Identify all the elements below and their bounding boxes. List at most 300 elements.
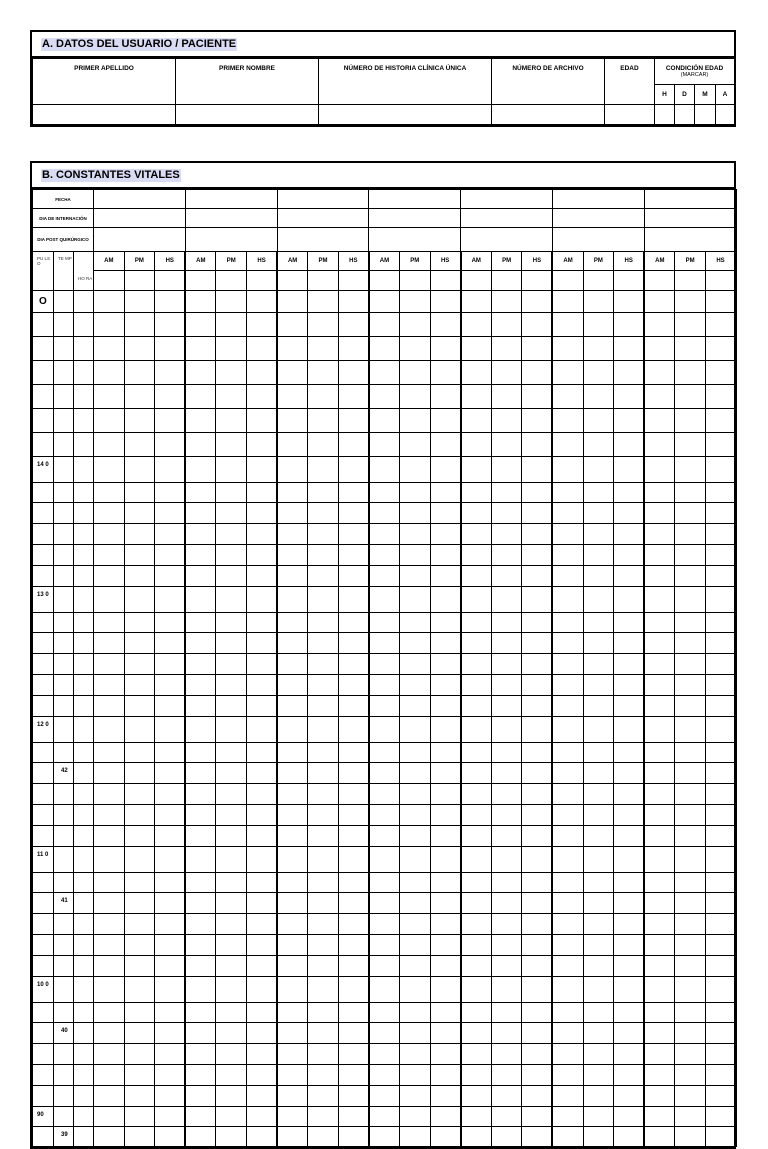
vital-sign-grid-cell[interactable]	[369, 763, 400, 784]
vital-sign-grid-cell[interactable]	[430, 935, 461, 956]
vital-sign-grid-cell[interactable]	[430, 805, 461, 826]
vital-sign-grid-cell[interactable]	[675, 337, 706, 361]
vital-sign-grid-cell[interactable]	[155, 1086, 186, 1107]
dia-internacion-day-5-field[interactable]	[461, 209, 553, 228]
vital-sign-grid-cell[interactable]	[675, 291, 706, 313]
vital-sign-grid-cell[interactable]	[246, 1044, 277, 1065]
vital-sign-grid-cell[interactable]	[491, 503, 522, 524]
vital-sign-grid-cell[interactable]	[124, 587, 155, 613]
vital-sign-grid-cell[interactable]	[430, 1065, 461, 1086]
vital-sign-grid-cell[interactable]	[675, 935, 706, 956]
vital-sign-grid-cell[interactable]	[369, 654, 400, 675]
vital-sign-grid-cell[interactable]	[277, 291, 308, 313]
vital-sign-grid-cell[interactable]	[246, 291, 277, 313]
vital-sign-grid-cell[interactable]	[399, 1065, 430, 1086]
vital-sign-grid-cell[interactable]	[583, 784, 614, 805]
vital-sign-grid-cell[interactable]	[491, 1086, 522, 1107]
vital-sign-grid-cell[interactable]	[185, 1065, 216, 1086]
vital-sign-grid-cell[interactable]	[277, 457, 308, 483]
vital-sign-grid-cell[interactable]	[644, 271, 675, 291]
vital-sign-grid-cell[interactable]	[308, 935, 339, 956]
vital-sign-grid-cell[interactable]	[522, 914, 553, 935]
vital-sign-grid-cell[interactable]	[216, 696, 247, 717]
vital-sign-grid-cell[interactable]	[308, 956, 339, 977]
vital-sign-grid-cell[interactable]	[369, 1003, 400, 1023]
vital-sign-grid-cell[interactable]	[155, 743, 186, 763]
vital-sign-grid-cell[interactable]	[644, 956, 675, 977]
vital-sign-grid-cell[interactable]	[430, 654, 461, 675]
vital-sign-grid-cell[interactable]	[461, 805, 492, 826]
vital-sign-grid-cell[interactable]	[430, 1086, 461, 1107]
vital-sign-grid-cell[interactable]	[705, 337, 736, 361]
vital-sign-grid-cell[interactable]	[705, 271, 736, 291]
vital-sign-grid-cell[interactable]	[94, 784, 125, 805]
vital-sign-grid-cell[interactable]	[94, 545, 125, 566]
vital-sign-grid-cell[interactable]	[522, 675, 553, 696]
fecha-day-6-field[interactable]	[552, 190, 644, 209]
vital-sign-grid-cell[interactable]	[246, 784, 277, 805]
dia-internacion-day-7-field[interactable]	[644, 209, 736, 228]
vital-sign-grid-cell[interactable]	[644, 457, 675, 483]
vital-sign-grid-cell[interactable]	[308, 1003, 339, 1023]
vital-sign-grid-cell[interactable]	[583, 633, 614, 654]
vital-sign-grid-cell[interactable]	[338, 633, 369, 654]
vital-sign-grid-cell[interactable]	[155, 1107, 186, 1127]
vital-sign-grid-cell[interactable]	[246, 1107, 277, 1127]
vital-sign-grid-cell[interactable]	[614, 1003, 645, 1023]
vital-sign-grid-cell[interactable]	[277, 483, 308, 503]
vital-sign-grid-cell[interactable]	[216, 633, 247, 654]
vital-sign-grid-cell[interactable]	[552, 633, 583, 654]
vital-sign-grid-cell[interactable]	[277, 784, 308, 805]
vital-sign-grid-cell[interactable]	[552, 524, 583, 545]
vital-sign-grid-cell[interactable]	[185, 784, 216, 805]
vital-sign-grid-cell[interactable]	[522, 935, 553, 956]
vital-sign-grid-cell[interactable]	[338, 1065, 369, 1086]
vital-sign-grid-cell[interactable]	[583, 1003, 614, 1023]
vital-sign-grid-cell[interactable]	[246, 361, 277, 385]
vital-sign-grid-cell[interactable]	[552, 1003, 583, 1023]
vital-sign-grid-cell[interactable]	[185, 457, 216, 483]
vital-sign-grid-cell[interactable]	[644, 826, 675, 847]
vital-sign-grid-cell[interactable]	[430, 717, 461, 743]
vital-sign-grid-cell[interactable]	[155, 935, 186, 956]
vital-sign-grid-cell[interactable]	[399, 717, 430, 743]
vital-sign-grid-cell[interactable]	[430, 313, 461, 337]
vital-sign-grid-cell[interactable]	[552, 1086, 583, 1107]
vital-sign-grid-cell[interactable]	[216, 1044, 247, 1065]
vital-sign-grid-cell[interactable]	[94, 633, 125, 654]
vital-sign-grid-cell[interactable]	[430, 826, 461, 847]
vital-sign-grid-cell[interactable]	[277, 935, 308, 956]
vital-sign-grid-cell[interactable]	[705, 409, 736, 433]
vital-sign-grid-cell[interactable]	[430, 433, 461, 457]
vital-sign-grid-cell[interactable]	[705, 893, 736, 914]
vital-sign-grid-cell[interactable]	[461, 1086, 492, 1107]
vital-sign-grid-cell[interactable]	[522, 763, 553, 784]
vital-sign-grid-cell[interactable]	[675, 361, 706, 385]
vital-sign-grid-cell[interactable]	[369, 409, 400, 433]
vital-sign-grid-cell[interactable]	[705, 633, 736, 654]
vital-sign-grid-cell[interactable]	[338, 433, 369, 457]
vital-sign-grid-cell[interactable]	[185, 271, 216, 291]
vital-sign-grid-cell[interactable]	[583, 271, 614, 291]
vital-sign-grid-cell[interactable]	[491, 914, 522, 935]
vital-sign-grid-cell[interactable]	[185, 696, 216, 717]
vital-sign-grid-cell[interactable]	[369, 743, 400, 763]
vital-sign-grid-cell[interactable]	[705, 763, 736, 784]
vital-sign-grid-cell[interactable]	[308, 361, 339, 385]
vital-sign-grid-cell[interactable]	[461, 483, 492, 503]
vital-sign-grid-cell[interactable]	[277, 696, 308, 717]
vital-sign-grid-cell[interactable]	[705, 433, 736, 457]
vital-sign-grid-cell[interactable]	[399, 545, 430, 566]
vital-sign-grid-cell[interactable]	[338, 524, 369, 545]
dia-internacion-day-2-field[interactable]	[185, 209, 277, 228]
vital-sign-grid-cell[interactable]	[522, 873, 553, 893]
vital-sign-grid-cell[interactable]	[308, 805, 339, 826]
vital-sign-grid-cell[interactable]	[522, 1127, 553, 1147]
vital-sign-grid-cell[interactable]	[124, 977, 155, 1003]
vital-sign-grid-cell[interactable]	[94, 337, 125, 361]
vital-sign-grid-cell[interactable]	[552, 1065, 583, 1086]
vital-sign-grid-cell[interactable]	[369, 805, 400, 826]
vital-sign-grid-cell[interactable]	[583, 717, 614, 743]
vital-sign-grid-cell[interactable]	[246, 385, 277, 409]
vital-sign-grid-cell[interactable]	[430, 385, 461, 409]
vital-sign-grid-cell[interactable]	[583, 524, 614, 545]
vital-sign-grid-cell[interactable]	[216, 1086, 247, 1107]
vital-sign-grid-cell[interactable]	[522, 893, 553, 914]
vital-sign-grid-cell[interactable]	[552, 717, 583, 743]
vital-sign-grid-cell[interactable]	[461, 291, 492, 313]
vital-sign-grid-cell[interactable]	[522, 847, 553, 873]
vital-sign-grid-cell[interactable]	[644, 313, 675, 337]
fecha-day-7-field[interactable]	[644, 190, 736, 209]
vital-sign-grid-cell[interactable]	[185, 385, 216, 409]
vital-sign-grid-cell[interactable]	[94, 385, 125, 409]
vital-sign-grid-cell[interactable]	[399, 696, 430, 717]
vital-sign-grid-cell[interactable]	[399, 873, 430, 893]
vital-sign-grid-cell[interactable]	[461, 337, 492, 361]
vital-sign-grid-cell[interactable]	[338, 1107, 369, 1127]
vital-sign-grid-cell[interactable]	[338, 503, 369, 524]
vital-sign-grid-cell[interactable]	[430, 483, 461, 503]
vital-sign-grid-cell[interactable]	[644, 805, 675, 826]
vital-sign-grid-cell[interactable]	[124, 613, 155, 633]
vital-sign-grid-cell[interactable]	[185, 409, 216, 433]
vital-sign-grid-cell[interactable]	[338, 385, 369, 409]
vital-sign-grid-cell[interactable]	[583, 956, 614, 977]
vital-sign-grid-cell[interactable]	[522, 1023, 553, 1044]
vital-sign-grid-cell[interactable]	[155, 291, 186, 313]
vital-sign-grid-cell[interactable]	[675, 1107, 706, 1127]
vital-sign-grid-cell[interactable]	[614, 613, 645, 633]
vital-sign-grid-cell[interactable]	[491, 675, 522, 696]
vital-sign-grid-cell[interactable]	[369, 433, 400, 457]
vital-sign-grid-cell[interactable]	[216, 717, 247, 743]
vital-sign-grid-cell[interactable]	[308, 1044, 339, 1065]
vital-sign-grid-cell[interactable]	[246, 1023, 277, 1044]
vital-sign-grid-cell[interactable]	[430, 409, 461, 433]
vital-sign-grid-cell[interactable]	[461, 1107, 492, 1127]
vital-sign-grid-cell[interactable]	[369, 1086, 400, 1107]
vital-sign-grid-cell[interactable]	[491, 763, 522, 784]
vital-sign-grid-cell[interactable]	[246, 956, 277, 977]
vital-sign-grid-cell[interactable]	[246, 805, 277, 826]
vital-sign-grid-cell[interactable]	[552, 675, 583, 696]
vital-sign-grid-cell[interactable]	[216, 313, 247, 337]
vital-sign-grid-cell[interactable]	[644, 696, 675, 717]
vital-sign-grid-cell[interactable]	[705, 654, 736, 675]
vital-sign-grid-cell[interactable]	[399, 385, 430, 409]
vital-sign-grid-cell[interactable]	[644, 587, 675, 613]
vital-sign-grid-cell[interactable]	[308, 1065, 339, 1086]
vital-sign-grid-cell[interactable]	[308, 1107, 339, 1127]
vital-sign-grid-cell[interactable]	[491, 337, 522, 361]
vital-sign-grid-cell[interactable]	[185, 483, 216, 503]
vital-sign-grid-cell[interactable]	[522, 1107, 553, 1127]
vital-sign-grid-cell[interactable]	[614, 337, 645, 361]
vital-sign-grid-cell[interactable]	[583, 805, 614, 826]
vital-sign-grid-cell[interactable]	[94, 433, 125, 457]
vital-sign-grid-cell[interactable]	[644, 893, 675, 914]
vital-sign-grid-cell[interactable]	[491, 654, 522, 675]
vital-sign-grid-cell[interactable]	[308, 893, 339, 914]
vital-sign-grid-cell[interactable]	[338, 587, 369, 613]
vital-sign-grid-cell[interactable]	[675, 977, 706, 1003]
vital-sign-grid-cell[interactable]	[399, 914, 430, 935]
vital-sign-grid-cell[interactable]	[155, 313, 186, 337]
vital-sign-grid-cell[interactable]	[522, 956, 553, 977]
vital-sign-grid-cell[interactable]	[644, 675, 675, 696]
vital-sign-grid-cell[interactable]	[522, 313, 553, 337]
vital-sign-grid-cell[interactable]	[155, 633, 186, 654]
vital-sign-grid-cell[interactable]	[644, 763, 675, 784]
vital-sign-grid-cell[interactable]	[155, 409, 186, 433]
vital-sign-grid-cell[interactable]	[185, 717, 216, 743]
vital-sign-grid-cell[interactable]	[705, 1065, 736, 1086]
vital-sign-grid-cell[interactable]	[277, 1065, 308, 1086]
vital-sign-grid-cell[interactable]	[461, 873, 492, 893]
vital-sign-grid-cell[interactable]	[399, 457, 430, 483]
vital-sign-grid-cell[interactable]	[675, 613, 706, 633]
vital-sign-grid-cell[interactable]	[308, 271, 339, 291]
vital-sign-grid-cell[interactable]	[155, 805, 186, 826]
vital-sign-grid-cell[interactable]	[185, 433, 216, 457]
vital-sign-grid-cell[interactable]	[124, 675, 155, 696]
vital-sign-grid-cell[interactable]	[308, 433, 339, 457]
primer-apellido-field[interactable]	[33, 105, 176, 125]
vital-sign-grid-cell[interactable]	[185, 1086, 216, 1107]
vital-sign-grid-cell[interactable]	[705, 873, 736, 893]
vital-sign-grid-cell[interactable]	[583, 696, 614, 717]
vital-sign-grid-cell[interactable]	[614, 717, 645, 743]
vital-sign-grid-cell[interactable]	[338, 743, 369, 763]
vital-sign-grid-cell[interactable]	[705, 524, 736, 545]
vital-sign-grid-cell[interactable]	[644, 1127, 675, 1147]
vital-sign-grid-cell[interactable]	[675, 385, 706, 409]
vital-sign-grid-cell[interactable]	[491, 935, 522, 956]
vital-sign-grid-cell[interactable]	[675, 763, 706, 784]
vital-sign-grid-cell[interactable]	[369, 1065, 400, 1086]
vital-sign-grid-cell[interactable]	[522, 457, 553, 483]
vital-sign-grid-cell[interactable]	[185, 587, 216, 613]
vital-sign-grid-cell[interactable]	[552, 313, 583, 337]
vital-sign-grid-cell[interactable]	[461, 433, 492, 457]
vital-sign-grid-cell[interactable]	[94, 1023, 125, 1044]
vital-sign-grid-cell[interactable]	[644, 743, 675, 763]
vital-sign-grid-cell[interactable]	[94, 291, 125, 313]
vital-sign-grid-cell[interactable]	[461, 763, 492, 784]
vital-sign-grid-cell[interactable]	[461, 717, 492, 743]
vital-sign-grid-cell[interactable]	[430, 847, 461, 873]
dia-post-quirurgico-day-5-field[interactable]	[461, 228, 553, 252]
vital-sign-grid-cell[interactable]	[522, 271, 553, 291]
vital-sign-grid-cell[interactable]	[583, 433, 614, 457]
vital-sign-grid-cell[interactable]	[216, 784, 247, 805]
vital-sign-grid-cell[interactable]	[614, 483, 645, 503]
vital-sign-grid-cell[interactable]	[399, 566, 430, 587]
vital-sign-grid-cell[interactable]	[216, 409, 247, 433]
vital-sign-grid-cell[interactable]	[277, 545, 308, 566]
vital-sign-grid-cell[interactable]	[277, 1127, 308, 1147]
vital-sign-grid-cell[interactable]	[614, 805, 645, 826]
vital-sign-grid-cell[interactable]	[216, 805, 247, 826]
vital-sign-grid-cell[interactable]	[246, 977, 277, 1003]
vital-sign-grid-cell[interactable]	[308, 337, 339, 361]
vital-sign-grid-cell[interactable]	[552, 956, 583, 977]
vital-sign-grid-cell[interactable]	[338, 1086, 369, 1107]
vital-sign-grid-cell[interactable]	[369, 696, 400, 717]
vital-sign-grid-cell[interactable]	[338, 873, 369, 893]
vital-sign-grid-cell[interactable]	[491, 977, 522, 1003]
vital-sign-grid-cell[interactable]	[675, 914, 706, 935]
vital-sign-grid-cell[interactable]	[583, 313, 614, 337]
vital-sign-grid-cell[interactable]	[185, 977, 216, 1003]
vital-sign-grid-cell[interactable]	[308, 313, 339, 337]
vital-sign-grid-cell[interactable]	[461, 313, 492, 337]
vital-sign-grid-cell[interactable]	[124, 457, 155, 483]
vital-sign-grid-cell[interactable]	[369, 956, 400, 977]
vital-sign-grid-cell[interactable]	[124, 935, 155, 956]
vital-sign-grid-cell[interactable]	[491, 313, 522, 337]
vital-sign-grid-cell[interactable]	[155, 956, 186, 977]
vital-sign-grid-cell[interactable]	[308, 873, 339, 893]
vital-sign-grid-cell[interactable]	[644, 566, 675, 587]
vital-sign-grid-cell[interactable]	[308, 545, 339, 566]
vital-sign-grid-cell[interactable]	[614, 977, 645, 1003]
vital-sign-grid-cell[interactable]	[705, 1086, 736, 1107]
vital-sign-grid-cell[interactable]	[614, 385, 645, 409]
vital-sign-grid-cell[interactable]	[552, 1044, 583, 1065]
vital-sign-grid-cell[interactable]	[155, 337, 186, 361]
vital-sign-grid-cell[interactable]	[277, 1003, 308, 1023]
vital-sign-grid-cell[interactable]	[399, 361, 430, 385]
vital-sign-grid-cell[interactable]	[155, 1065, 186, 1086]
vital-sign-grid-cell[interactable]	[155, 675, 186, 696]
vital-sign-grid-cell[interactable]	[246, 313, 277, 337]
vital-sign-grid-cell[interactable]	[338, 893, 369, 914]
vital-sign-grid-cell[interactable]	[461, 935, 492, 956]
vital-sign-grid-cell[interactable]	[430, 873, 461, 893]
vital-sign-grid-cell[interactable]	[675, 743, 706, 763]
vital-sign-grid-cell[interactable]	[399, 826, 430, 847]
vital-sign-grid-cell[interactable]	[369, 1107, 400, 1127]
vital-sign-grid-cell[interactable]	[277, 914, 308, 935]
vital-sign-grid-cell[interactable]	[583, 1107, 614, 1127]
vital-sign-grid-cell[interactable]	[369, 847, 400, 873]
vital-sign-grid-cell[interactable]	[124, 313, 155, 337]
vital-sign-grid-cell[interactable]	[705, 1107, 736, 1127]
vital-sign-grid-cell[interactable]	[369, 717, 400, 743]
vital-sign-grid-cell[interactable]	[94, 847, 125, 873]
vital-sign-grid-cell[interactable]	[552, 847, 583, 873]
vital-sign-grid-cell[interactable]	[155, 503, 186, 524]
vital-sign-grid-cell[interactable]	[491, 457, 522, 483]
vital-sign-grid-cell[interactable]	[94, 1107, 125, 1127]
vital-sign-grid-cell[interactable]	[338, 1127, 369, 1147]
vital-sign-grid-cell[interactable]	[614, 587, 645, 613]
vital-sign-grid-cell[interactable]	[185, 1107, 216, 1127]
vital-sign-grid-cell[interactable]	[277, 337, 308, 361]
vital-sign-grid-cell[interactable]	[644, 1065, 675, 1086]
vital-sign-grid-cell[interactable]	[491, 1127, 522, 1147]
vital-sign-grid-cell[interactable]	[461, 784, 492, 805]
vital-sign-grid-cell[interactable]	[399, 271, 430, 291]
dia-internacion-day-4-field[interactable]	[369, 209, 461, 228]
vital-sign-grid-cell[interactable]	[185, 361, 216, 385]
primer-nombre-field[interactable]	[176, 105, 319, 125]
vital-sign-grid-cell[interactable]	[338, 784, 369, 805]
vital-sign-grid-cell[interactable]	[552, 784, 583, 805]
vital-sign-grid-cell[interactable]	[246, 633, 277, 654]
vital-sign-grid-cell[interactable]	[216, 763, 247, 784]
vital-sign-grid-cell[interactable]	[399, 587, 430, 613]
vital-sign-grid-cell[interactable]	[277, 613, 308, 633]
vital-sign-grid-cell[interactable]	[430, 361, 461, 385]
vital-sign-grid-cell[interactable]	[644, 847, 675, 873]
vital-sign-grid-cell[interactable]	[246, 524, 277, 545]
vital-sign-grid-cell[interactable]	[399, 337, 430, 361]
vital-sign-grid-cell[interactable]	[583, 337, 614, 361]
vital-sign-grid-cell[interactable]	[491, 361, 522, 385]
vital-sign-grid-cell[interactable]	[675, 654, 706, 675]
vital-sign-grid-cell[interactable]	[155, 433, 186, 457]
vital-sign-grid-cell[interactable]	[461, 633, 492, 654]
vital-sign-grid-cell[interactable]	[614, 524, 645, 545]
vital-sign-grid-cell[interactable]	[644, 873, 675, 893]
vital-sign-grid-cell[interactable]	[644, 503, 675, 524]
vital-sign-grid-cell[interactable]	[369, 1044, 400, 1065]
vital-sign-grid-cell[interactable]	[338, 1003, 369, 1023]
vital-sign-grid-cell[interactable]	[338, 613, 369, 633]
vital-sign-grid-cell[interactable]	[430, 784, 461, 805]
vital-sign-grid-cell[interactable]	[216, 654, 247, 675]
vital-sign-grid-cell[interactable]	[614, 361, 645, 385]
vital-sign-grid-cell[interactable]	[461, 914, 492, 935]
vital-sign-grid-cell[interactable]	[614, 457, 645, 483]
vital-sign-grid-cell[interactable]	[338, 313, 369, 337]
vital-sign-grid-cell[interactable]	[369, 826, 400, 847]
vital-sign-grid-cell[interactable]	[552, 1023, 583, 1044]
vital-sign-grid-cell[interactable]	[94, 805, 125, 826]
vital-sign-grid-cell[interactable]	[614, 566, 645, 587]
vital-sign-grid-cell[interactable]	[124, 717, 155, 743]
vital-sign-grid-cell[interactable]	[94, 977, 125, 1003]
vital-sign-grid-cell[interactable]	[552, 361, 583, 385]
vital-sign-grid-cell[interactable]	[277, 587, 308, 613]
